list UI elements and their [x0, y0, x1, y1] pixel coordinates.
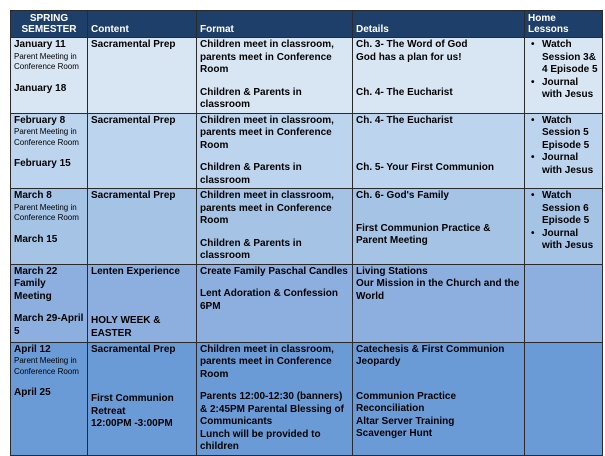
header-format: Format	[197, 11, 353, 38]
date-label: March 29-April 5	[14, 313, 84, 337]
content-label: Sacramental Prep	[91, 343, 176, 355]
date-label: March 22 Family Meeting	[14, 265, 58, 302]
list-item: • Watch Session 5 Episode 5	[542, 115, 599, 153]
header-content: Content	[88, 11, 197, 38]
format-text: Children & Parents in classroom	[200, 86, 302, 110]
home-lessons-cell	[525, 38, 603, 114]
details-text: Living Stations	[356, 265, 428, 277]
table-row	[11, 38, 603, 114]
home-lessons-list	[528, 39, 599, 102]
date-label: February 15	[14, 158, 71, 169]
content-cell	[88, 189, 197, 265]
content-label: Sacramental Prep	[91, 39, 176, 50]
format-cell	[197, 264, 353, 342]
list-item: • Journal with Jesus	[542, 77, 599, 102]
schedule-table	[10, 10, 603, 456]
details-text: Scavenger Hunt	[356, 428, 433, 439]
details-cell	[353, 264, 525, 342]
date-label: January 11	[14, 39, 66, 50]
format-text: Lent Adoration & Confession 6PM	[200, 288, 338, 312]
details-text: Reconciliation	[356, 403, 425, 414]
details-text: Ch. 6- God's Family	[356, 190, 449, 201]
details-cell	[353, 189, 525, 265]
parent-meeting-note: Parent Meeting in Conference Room	[14, 127, 79, 147]
details-text: Catechesis & First Communion Jeopardy	[356, 343, 505, 367]
parent-meeting-note: Parent Meeting in Conference Room	[14, 356, 79, 376]
details-text: Ch. 5- Your First Communion	[356, 162, 494, 173]
header-semester: SPRING SEMESTER	[11, 11, 88, 38]
list-item: • Watch Session 3& 4 Episode 5	[542, 39, 599, 77]
details-cell	[353, 342, 525, 455]
table-row	[11, 113, 603, 189]
header-row	[11, 11, 603, 38]
format-text: Children meet in classroom, parents meet in Conference Room	[200, 343, 334, 380]
content-cell	[88, 113, 197, 189]
content-label: First Communion Retreat	[91, 393, 174, 417]
format-text: Parents 12:00-12:30 (banners) & 2:45PM Parental Blessing of Communicants	[200, 391, 344, 427]
home-lessons-cell	[525, 113, 603, 189]
header-details: Details	[353, 11, 525, 38]
format-text: Children & Parents in classroom	[200, 162, 302, 186]
details-text: First Communion Practice & Parent Meeting	[356, 222, 491, 246]
details-cell	[353, 113, 525, 189]
parent-meeting-note: Parent Meeting in Conference Room	[14, 202, 79, 222]
format-cell	[197, 38, 353, 114]
date-label: March 8	[14, 190, 52, 201]
home-lessons-cell	[525, 342, 603, 455]
home-lessons-cell	[525, 189, 603, 265]
content-label: Lenten Experience	[91, 265, 180, 277]
schedule-document	[10, 10, 602, 452]
date-label: March 15	[14, 233, 58, 245]
home-lessons-list	[528, 115, 599, 178]
content-label: HOLY WEEK & EASTER	[91, 315, 161, 339]
format-cell	[197, 342, 353, 455]
table-row	[11, 342, 603, 455]
date-cell	[11, 113, 88, 189]
date-cell	[11, 38, 88, 114]
date-cell	[11, 264, 88, 342]
date-label: April 25	[14, 387, 51, 398]
details-text: Altar Server Training	[356, 415, 455, 427]
format-text: Children meet in classroom, parents meet in Conference Room	[200, 114, 334, 151]
details-text: Ch. 4- The Eucharist	[356, 87, 453, 98]
content-label: 12:00PM -3:00PM	[91, 418, 173, 429]
details-text: God has a plan for us!	[356, 51, 462, 63]
details-text: Ch. 3- The Word of God	[356, 39, 468, 50]
content-cell	[88, 264, 197, 342]
date-cell	[11, 342, 88, 455]
format-text: Lunch will be provided to children	[200, 428, 321, 452]
header-home-lessons: Home Lessons	[525, 11, 603, 38]
format-text: Create Family Paschal Candles	[200, 265, 348, 277]
content-label: Sacramental Prep	[91, 190, 176, 201]
content-cell	[88, 342, 197, 455]
content-label: Sacramental Prep	[91, 114, 176, 126]
table-row	[11, 264, 603, 342]
format-text: Children meet in classroom, parents meet in Conference Room	[200, 190, 334, 226]
content-cell	[88, 38, 197, 114]
details-text: Communion Practice	[356, 390, 457, 402]
format-cell	[197, 189, 353, 265]
date-label: February 8	[14, 114, 66, 126]
date-cell	[11, 189, 88, 265]
list-item: • Watch Session 6 Episode 5	[542, 190, 599, 228]
list-item: • Journal with Jesus	[542, 228, 599, 253]
home-lessons-cell	[525, 264, 603, 342]
table-row	[11, 189, 603, 265]
format-cell	[197, 113, 353, 189]
parent-meeting-note: Parent Meeting in Conference Room	[14, 51, 79, 71]
format-text: Children & Parents in classroom	[200, 237, 302, 261]
list-item: • Journal with Jesus	[542, 152, 599, 177]
details-text: Ch. 4- The Eucharist	[356, 114, 453, 126]
details-cell	[353, 38, 525, 114]
date-label: April 12	[14, 343, 51, 355]
home-lessons-list	[528, 190, 599, 253]
format-text: Children meet in classroom, parents meet in Conference Room	[200, 39, 334, 75]
date-label: January 18	[14, 82, 67, 94]
details-text: Our Mission in the Church and the World	[356, 278, 520, 302]
